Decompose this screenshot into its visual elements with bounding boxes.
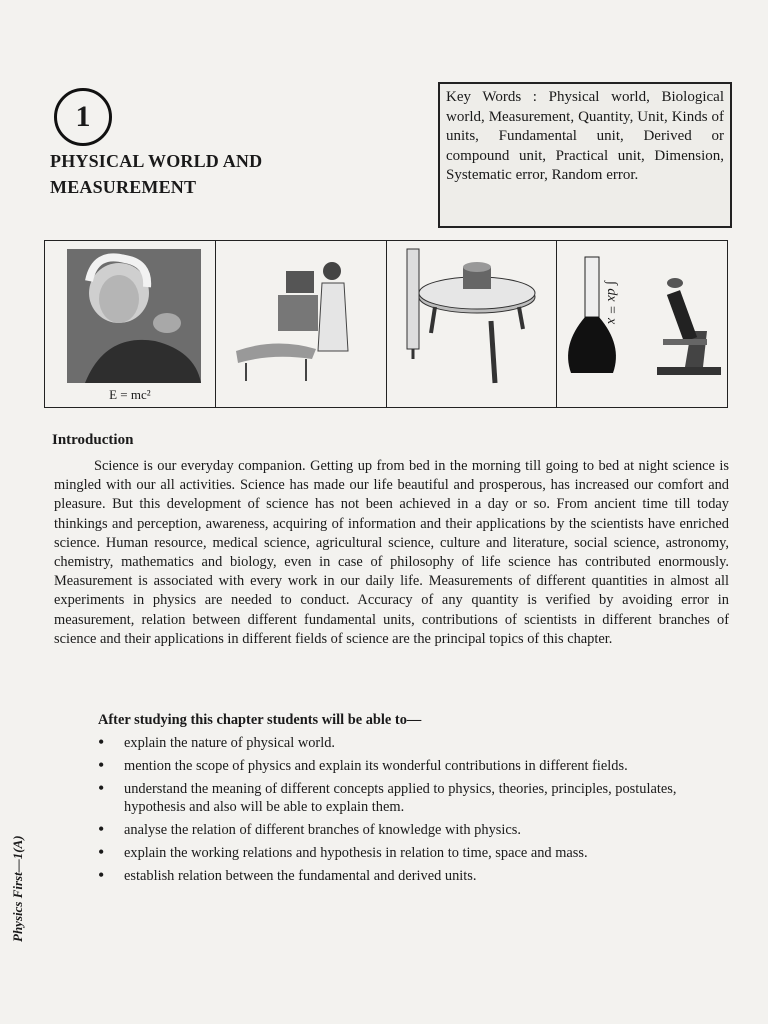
objectives-heading: After studying this chapter students will be able to— (98, 712, 422, 728)
medical-equipment-icon (216, 241, 376, 406)
chapter-number: 1 (54, 88, 112, 146)
list-item: • explain the working relations and hypothesis in relation to time, space and mass. (98, 844, 730, 862)
vernier-caliper-icon (387, 241, 555, 406)
portrait-icon (45, 241, 220, 391)
list-item: • mention the scope of physics and explain its wonderful contributions in different fields. (98, 757, 730, 775)
list-item: • explain the nature of physical world. (98, 734, 730, 752)
list-item: • understand the meaning of different concepts applied to physics, theories, principles, postulates, hypothesis and also will be able to explain them. (98, 780, 730, 816)
chapter-title: PHYSICAL WORLD AND MEASUREMENT (50, 151, 263, 197)
keywords-box: Key Words : Physical world, Biological world, Measurement, Quantity, Unit, Kinds of units, Fundamental unit, Derived or compound unit, Practical unit, Dimension, Systematic error, Random error. (438, 82, 732, 228)
list-item: • analyse the relation of different branches of knowledge with physics. (98, 821, 730, 839)
einstein-portrait (45, 241, 216, 407)
microscope-icon (657, 278, 721, 375)
side-label: Physics First—1(A) (10, 835, 25, 942)
einstein-caption: E = mc² (109, 387, 151, 402)
introduction-heading: Introduction (52, 432, 134, 448)
objectives-list (98, 734, 730, 890)
flask-icon (557, 241, 735, 406)
list-item: • establish relation between the fundamental and derived units. (98, 867, 730, 885)
medical-scan-illustration (216, 241, 387, 407)
flask-microscope-illustration (557, 241, 727, 407)
introduction-paragraph: Science is our everyday companion. Getting up from bed in the morning till going to bed at night science is mingled with our all activities. Science has made our life beautiful and prosperous, has increased our comfort and pleasure. But this development of science has not been achieved in a day or so. From ancient time till today thinkings and perception, awareness, acquiring of information and their applications by the scientists have enriched science. Human resource, medical science, agricultural science, culture and literature, social science, astronomy, chemistry, mathematics and biology, even in case of philosophy of life science has contributed enormously. Measurement is associated with every work in our daily life. Measurements of different quantities in almost all experiments in physics are needed to conduct. Accuracy of any quantity is verified by avoiding error in measurement, relation between different fundamental units, contributions of scientists in different branches of science and their applications in different fields of science are the principal topics of this chapter. (54, 458, 729, 647)
integral-formula: ∫ dx = x (604, 281, 620, 325)
measuring-instrument-illustration (387, 241, 558, 407)
image-strip (44, 240, 728, 408)
